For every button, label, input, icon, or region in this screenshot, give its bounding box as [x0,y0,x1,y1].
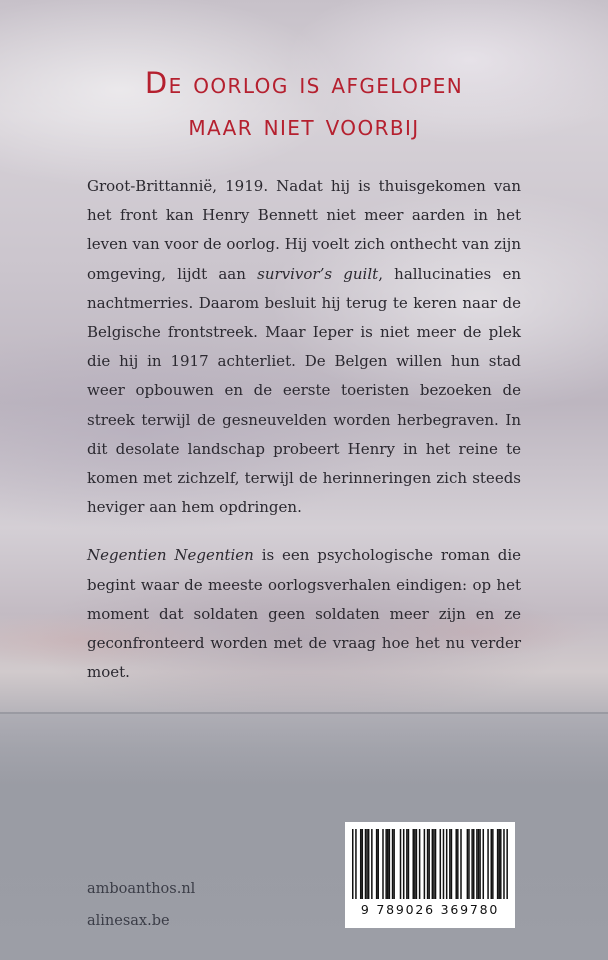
barcode [345,822,515,928]
blurb-p2-title: Negentien Negentien [87,546,254,565]
headline-line-1: De oorlog is afgelopen [144,66,464,100]
blurb-p2-end: is een psychologische roman die begint waar de meeste oorlogsverhalen eindigen: op het moment dat soldaten geen soldaten meer zijn en ze geconfronteerd worden met de vraag hoe het nu verder moet. [87,546,521,682]
headline-line-2: maar niet voorbij [188,108,420,142]
barcode-bars [352,829,508,901]
isbn-digits: 9 789026 369780 [360,902,500,917]
headline [0,62,608,146]
blurb-text [87,172,521,706]
blurb-paragraph-1 [87,172,521,522]
blurb-p1-italic: survivor’s guilt [257,264,379,283]
blurb-p1-start: Groot-Brittannië, 1919. Nadat hij is thuisgekomen van het front kan Henry Bennett niet meer aarden in het leven van voor de oorlog. Hij voelt zich onthecht van zijn omgeving, lijdt aan [87,177,521,283]
blurb-paragraph-2 [87,541,521,687]
author-website[interactable]: alinesax.be [87,913,170,929]
horizon-line [0,712,608,714]
publisher-website[interactable]: amboanthos.nl [87,881,196,897]
blurb-p1-end: , hallucinaties en nachtmerries. Daarom besluit hij terug te keren naar de Belgische frontstreek. Maar Ieper is niet meer de plek die hij in 1917 achterliet. De Belgen willen hun stad weer opbouwen en de eerste toeristen bezoeken de streek terwijl de gesneuvelden worden herbegraven. In dit desolate landschap probeert Henry in het reine te komen met zichzelf, terwijl de herinneringen zich steeds heviger aan hem opdringen. [87,264,521,517]
